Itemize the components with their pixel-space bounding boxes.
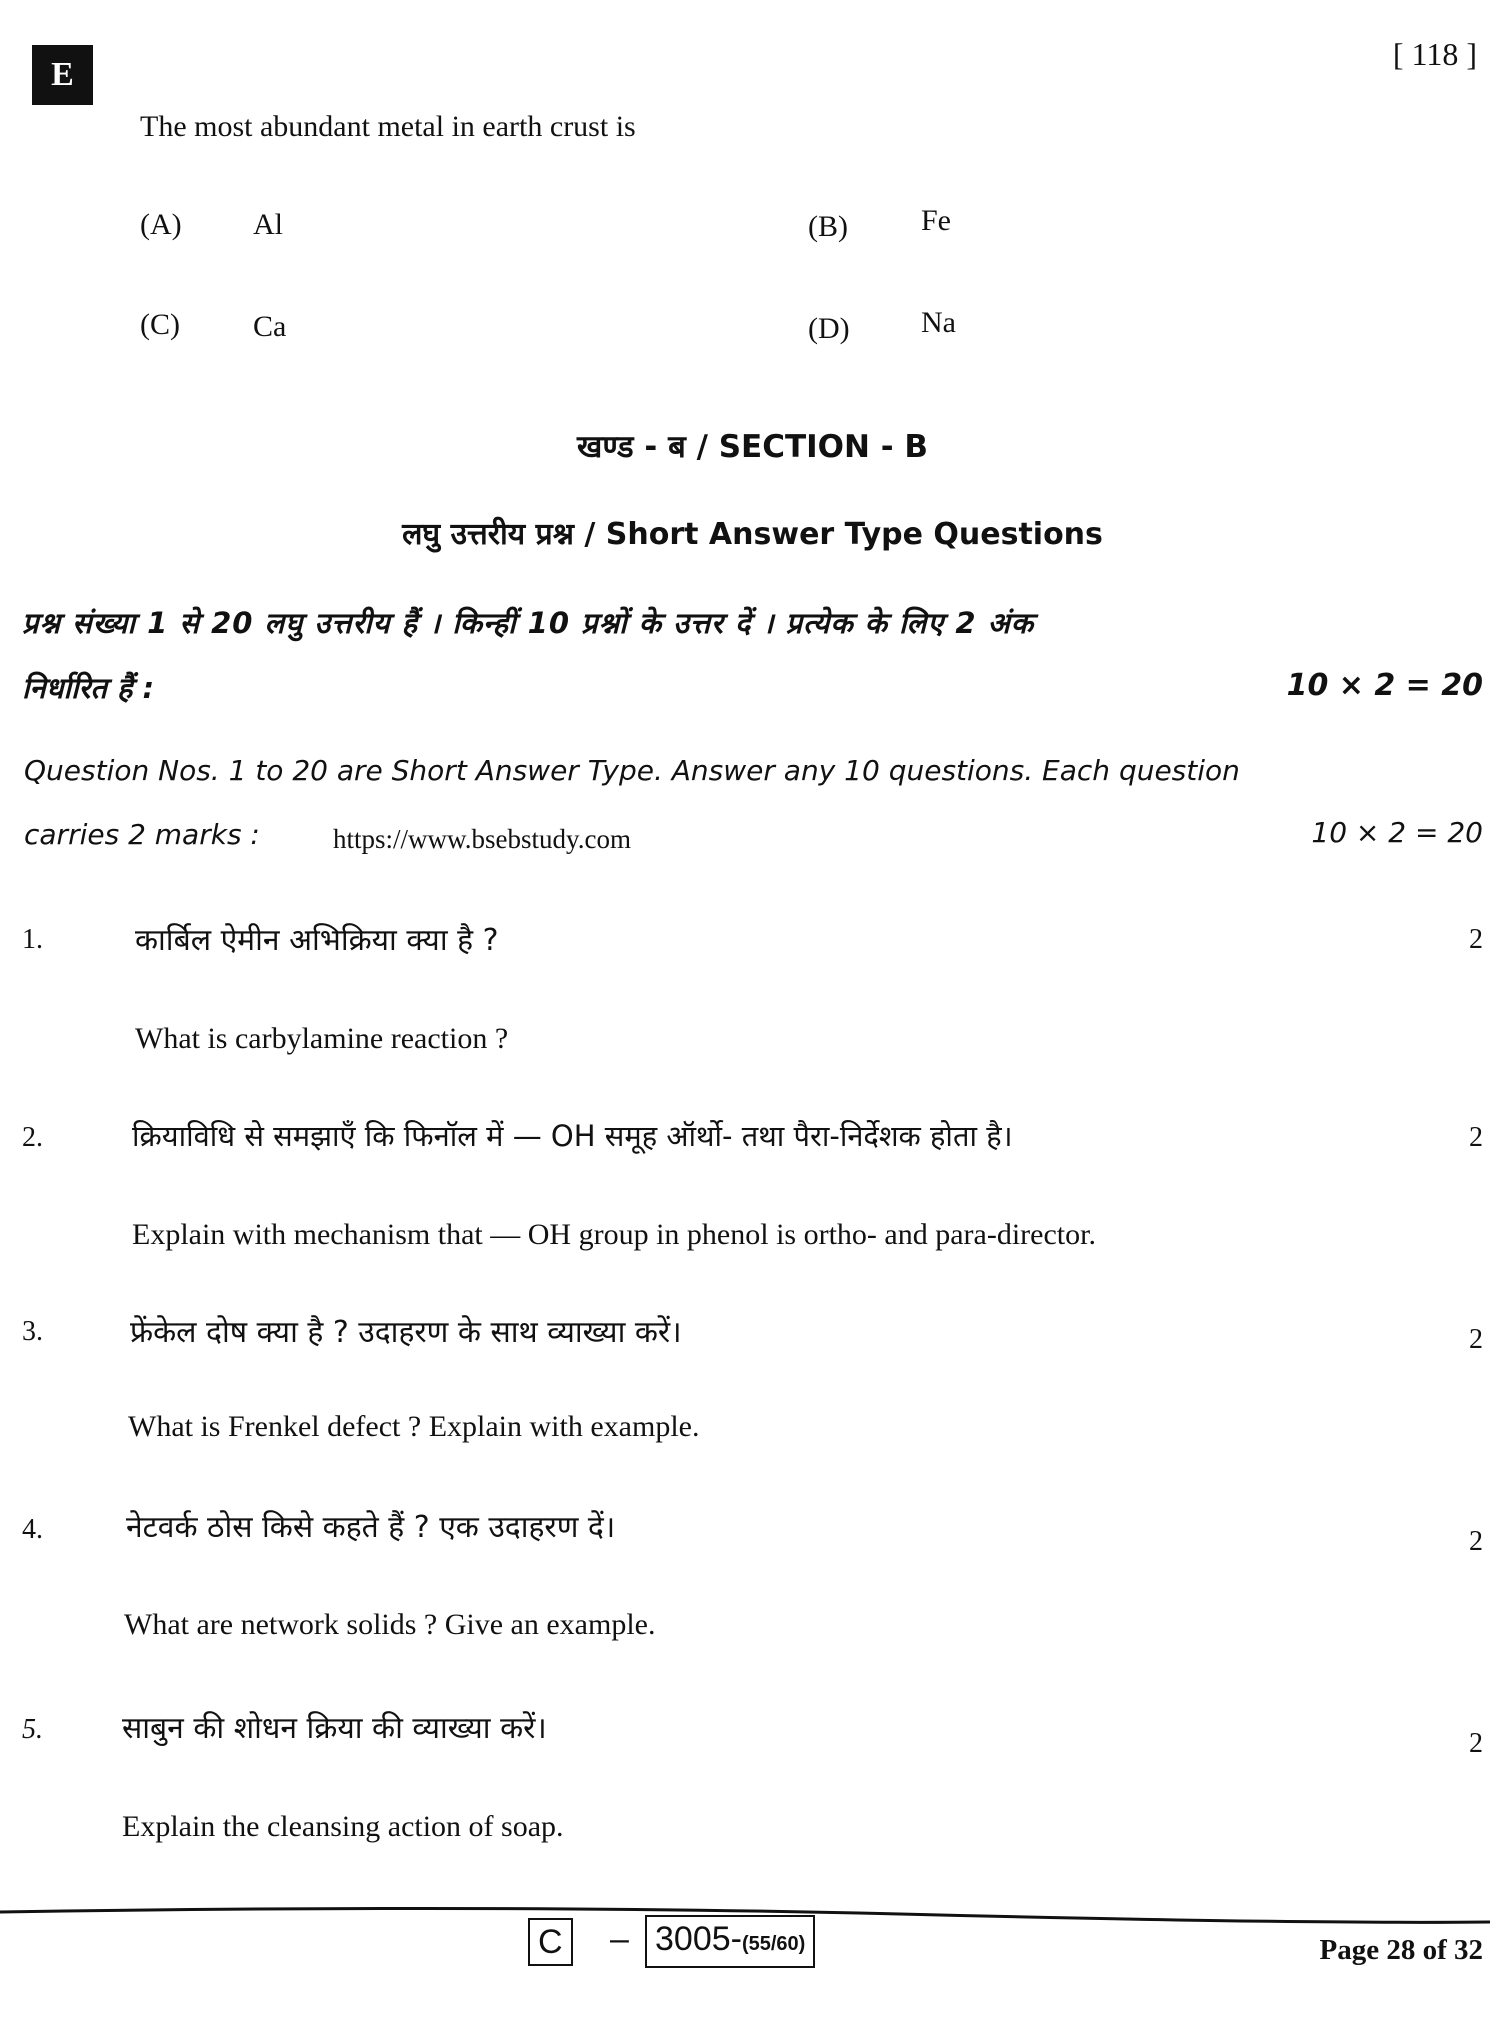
- question-hindi: कार्बिल ऐमीन अभिक्रिया क्या है ?: [135, 923, 499, 958]
- question-number: 4.: [22, 1514, 43, 1545]
- question-marks: 2: [1469, 1728, 1483, 1759]
- paper-code-box: [645, 1915, 815, 1968]
- question-english: What is carbylamine reaction ?: [135, 1022, 509, 1055]
- set-label-badge: E: [32, 45, 93, 105]
- option-c-label: (C): [140, 308, 180, 341]
- marks-hindi: 10 × 2 = 20: [1286, 668, 1483, 703]
- paper-code: 3005-: [655, 1920, 742, 1958]
- question-number: 2.: [22, 1122, 43, 1153]
- option-d-label: (D): [808, 312, 850, 345]
- option-b-text: Fe: [921, 204, 951, 237]
- instruction-english-line1: Question Nos. 1 to 20 are Short Answer Type. Answer any 10 questions. Each question: [24, 754, 1240, 787]
- previous-question-text: The most abundant metal in earth crust is: [140, 110, 636, 143]
- marks-english: 10 × 2 = 20: [1311, 816, 1483, 849]
- footer-dash: –: [610, 1920, 629, 1958]
- option-b-label: (B): [808, 210, 848, 243]
- option-c-text: Ca: [253, 310, 287, 343]
- question-number: 1.: [22, 924, 43, 955]
- series-box: C: [528, 1918, 573, 1966]
- page-number: Page 28 of 32: [1319, 1934, 1483, 1966]
- question-marks: 2: [1469, 1122, 1483, 1153]
- question-hindi: साबुन की शोधन क्रिया की व्याख्या करें।: [122, 1711, 547, 1746]
- question-marks: 2: [1469, 924, 1483, 955]
- page-code: [ 118 ]: [1392, 36, 1477, 72]
- question-english: What are network solids ? Give an example.: [124, 1608, 656, 1641]
- question-hindi: क्रियाविधि से समझाएँ कि फिनॉल में — OH समूह ऑर्थो- तथा पैरा-निर्देशक होता है।: [132, 1119, 1013, 1153]
- question-hindi: नेटवर्क ठोस किसे कहते हैं ? एक उदाहरण दें।: [126, 1510, 616, 1545]
- question-hindi: फ्रेंकेल दोष क्या है ? उदाहरण के साथ व्याख्या करें।: [130, 1315, 682, 1350]
- option-d-text: Na: [921, 306, 956, 339]
- option-a-label: (A): [140, 208, 182, 241]
- instruction-hindi-line1: प्रश्न संख्या 1 से 20 लघु उत्तरीय हैं । किन्हीं 10 प्रश्नों के उत्तर दें । प्रत्येक के लिए 2 अंक: [22, 606, 1035, 640]
- question-english: Explain with mechanism that — OH group in phenol is ortho- and para-director.: [132, 1218, 1096, 1251]
- option-a-text: Al: [253, 208, 283, 241]
- question-marks: 2: [1469, 1526, 1483, 1557]
- question-marks: 2: [1469, 1324, 1483, 1355]
- instruction-english-line2: carries 2 marks :: [24, 818, 260, 851]
- watermark-url: https://www.bsebstudy.com: [333, 824, 631, 854]
- paper-code-suffix: (55/60): [741, 1933, 806, 1955]
- question-english: What is Frenkel defect ? Explain with example.: [128, 1410, 700, 1443]
- question-english: Explain the cleansing action of soap.: [122, 1810, 564, 1843]
- instruction-hindi-line2: निर्धारित हैं :: [22, 671, 155, 705]
- question-number: 5.: [22, 1714, 43, 1745]
- section-title: खण्ड - ब / SECTION - B: [576, 429, 929, 465]
- question-number: 3.: [22, 1316, 43, 1347]
- section-subtitle: लघु उत्तरीय प्रश्न / Short Answer Type Questions: [402, 517, 1103, 552]
